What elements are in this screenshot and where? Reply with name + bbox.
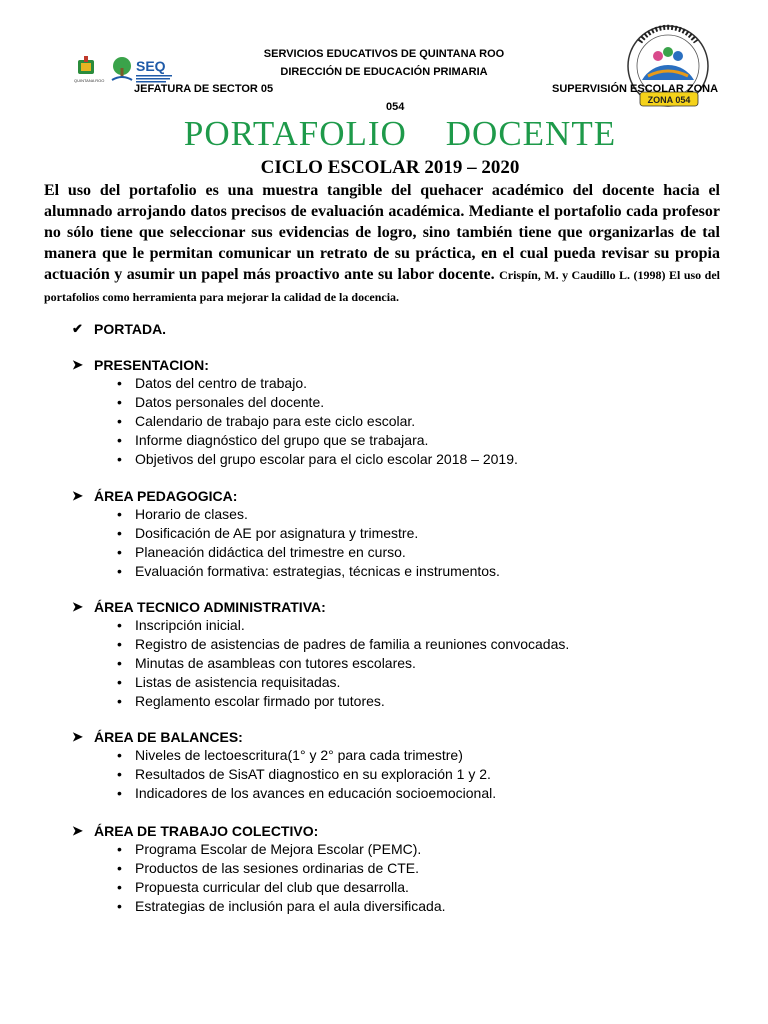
section-area-tecnico-administrativa: [72, 598, 569, 711]
section-heading: ÁREA DE BALANCES:: [94, 729, 243, 745]
list-item: • Evaluación formativa: estrategias, técnicas e instrumentos.: [117, 562, 500, 581]
list-item: • Datos personales del docente.: [117, 393, 518, 412]
org-name: SERVICIOS EDUCATIVOS DE QUINTANA ROO: [263, 48, 505, 60]
intro-paragraph: [44, 180, 720, 308]
list-item: • Programa Escolar de Mejora Escolar (PEMC).: [117, 840, 446, 859]
zona-badge-label: ZONA 054: [647, 95, 691, 105]
arrow-bullet-icon: ➤: [72, 357, 83, 372]
list-item: • Niveles de lectoescritura(1° y 2° para cada trimestre): [117, 746, 496, 765]
direction-name: DIRECCIÓN DE EDUCACIÓN PRIMARIA: [280, 66, 488, 78]
zone-number: 054: [386, 101, 405, 113]
section-heading: PRESENTACION:: [94, 357, 209, 373]
arrow-bullet-icon: ➤: [72, 823, 83, 838]
page-subtitle: CICLO ESCOLAR 2019 – 2020: [260, 157, 520, 178]
list-item: • Planeación didáctica del trimestre en curso.: [117, 543, 500, 562]
section-heading: ÁREA TECNICO ADMINISTRATIVA:: [94, 599, 326, 615]
section-portada: [72, 320, 166, 338]
list-item: • Listas de asistencia requisitadas.: [117, 673, 569, 692]
intro-body: El uso del portafolio es una muestra tangible del quehacer académico del docente hacia el alumnado arrojando datos precisos de evaluación académica. Mediante el portafolio cada profesor no sólo tiene que seleccionar sus evidencias de logro, sino también tiene que organizarlas de tal manera que le permitan comunicar un retrato de su práctica, en el cual pueda revisar su propia actuación y asumir un papel más proactivo ante su labor docente.: [44, 182, 720, 283]
section-area-pedagogica: [72, 487, 500, 581]
section-heading: ÁREA DE TRABAJO COLECTIVO:: [94, 823, 319, 839]
list-item: • Dosificación de AE por asignatura y trimestre.: [117, 524, 500, 543]
list-item: • Minutas de asambleas con tutores escolares.: [117, 654, 569, 673]
list-item: • Reglamento escolar firmado por tutores.: [117, 692, 569, 711]
supervision-name: SUPERVISIÓN ESCOLAR ZONA: [552, 83, 719, 95]
list-item: • Objetivos del grupo escolar para el ciclo escolar 2018 – 2019.: [117, 450, 518, 469]
list-item: • Inscripción inicial.: [117, 616, 569, 635]
list-item: • Horario de clases.: [117, 505, 500, 524]
quintana-roo-caption: QUINTANA ROO: [74, 78, 105, 83]
list-item: • Estrategias de inclusión para el aula diversificada.: [117, 897, 446, 916]
check-icon: ✔: [72, 321, 83, 336]
list-item: • Indicadores de los avances en educación socioemocional.: [117, 784, 496, 803]
list-item: • Datos del centro de trabajo.: [117, 374, 518, 393]
list-item: • Propuesta curricular del club que desarrolla.: [117, 878, 446, 897]
list-item: • Resultados de SisAT diagnostico en su exploración 1 y 2.: [117, 765, 496, 784]
list-item: • Calendario de trabajo para este ciclo escolar.: [117, 412, 518, 431]
arrow-bullet-icon: ➤: [72, 729, 83, 744]
section-heading: PORTADA.: [94, 321, 167, 337]
section-area-de-trabajo-colectivo: [72, 822, 446, 916]
intro-citation: Crispín, M. y Caudillo L. (1998) El uso del portafolios como herramienta para mejorar la calidad de la docencia.: [44, 268, 720, 304]
page-title: PORTAFOLIO DOCENTE: [183, 114, 617, 153]
list-item: • Registro de asistencias de padres de familia a reuniones convocadas.: [117, 635, 569, 654]
list-item: • Informe diagnóstico del grupo que se trabajara.: [117, 431, 518, 450]
arrow-bullet-icon: ➤: [72, 599, 83, 614]
section-area-de-balances: [72, 728, 496, 803]
sector-name: JEFATURA DE SECTOR 05: [134, 83, 274, 95]
section-heading: ÁREA PEDAGOGICA:: [94, 488, 238, 504]
seq-wordmark: SEQ: [136, 58, 166, 74]
arrow-bullet-icon: ➤: [72, 488, 83, 503]
section-presentacion: [72, 356, 518, 469]
list-item: • Productos de las sesiones ordinarias de CTE.: [117, 859, 446, 878]
